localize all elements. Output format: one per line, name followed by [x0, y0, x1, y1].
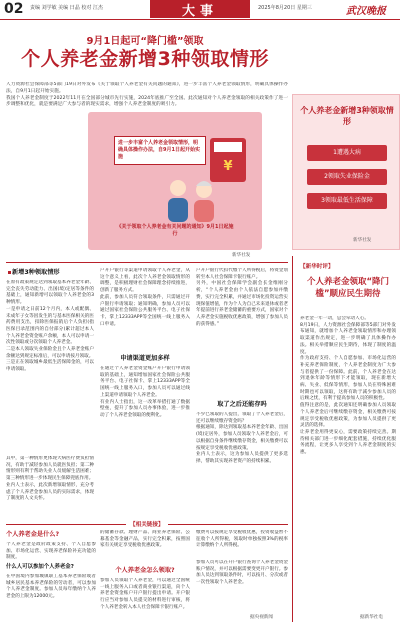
sidebar-card-title: 个人养老金新增3种领取情形 — [300, 106, 394, 126]
elderly-couple-illustration — [158, 176, 228, 224]
graphic-credit: 新华社发 — [232, 253, 251, 258]
related-question: 什么人可以参加个人养老金? — [6, 564, 74, 570]
infographic — [88, 112, 262, 250]
related-paragraph: 缴费可以按规定享受税收优惠，投资收益暂不征收个人所得税，领取时单独按照3%的税率计算缴纳个人所得税。 — [196, 530, 288, 549]
sidebar-item: 3领取最低生活保障 — [307, 193, 387, 209]
article-paragraph: 户开户银行代扣代缴个人所得税后，将资金划转至本人社会保障卡银行账户。 另外，中国社会保障学会副会长金维刚分析，“个人养老金由个人依法自愿参加并缴费，实行完全积累，并通过市场化投资运营实现保值增值，作为个人为自己未来退休或者老年提前进行养老金储蓄的重要方式，国家对个人养老金实施税收优惠政策，增强了参加人员的获得感。” — [196, 268, 288, 327]
related-credit: 据央视新闻 — [250, 615, 273, 620]
sidebar-item: 1遭遇大病 — [307, 145, 387, 161]
section-heading: 取了之后还能存吗 — [217, 401, 267, 408]
graphic-caption-bottom: 《关于领取个人养老金有关问题的通知》9月1日起施行 — [116, 224, 234, 237]
paper-logo: 武汉晚报 — [346, 6, 386, 17]
related-label: 【相关链接】 — [126, 520, 168, 528]
commentary-credit: 据新华社电 — [360, 615, 383, 620]
section-heading: 新增3种领取情形 — [6, 268, 94, 277]
related-question: 个人养老金是什么? — [6, 531, 60, 538]
lead-paragraph: 人力资源社会保障部等5部门19日对外发布《关于领取个人养老金有关问题的通知》，进一步丰富个人养老金领取情形，明确具体操作办法，自9月1日起开始实施。 我国个人养老金制度于2022年11月在全国部分城市先行实施，2024年底推广至全国。此次通知对个人养老金领取的相关政策作了进一步调整和优化，就是要满足广大参与者的现实需求，增强个人养老金制度的吸引力。 — [6, 82, 288, 108]
sidebar-card — [292, 94, 400, 250]
graphic-caption-top: 进一步丰富个人养老金领取情形，明确具体操作办法，自9月1日起开始实施 — [114, 136, 206, 165]
kicker: 9月1日起可“降门槛”领取 — [86, 36, 204, 47]
related-paragraph: 在中国境内参加城镇职工基本养老保险或者城乡居民基本养老保险的劳动者，可以参加个人养老金制度。参加人员每年缴纳个人养老金的上限为12000元。 — [6, 574, 96, 600]
svg-text:¥: ¥ — [223, 159, 233, 174]
article-paragraph: 不少已领取的人提出，领取了个人养老金后，还可以继续缴存资金吗？ 根据通知，除达到领取基本养老金年龄、出国(境)定居外，参加人员领取个人养老金后，可以根据自身条件继续缴存资金，相关缴费可以按规定享受税收优惠政策。 业内人士表示，这为参加人员提供了更多选择，帮助其实现养老资产的持续积累。 — [196, 412, 288, 464]
commentary-body: 养老金一年一动，总会牵动人心。 8月19日，人力资源社会保障部等5部门对外发布通知，就增加个人养老金领取情形和办理领取渠道作出规定，进一步明确了具体操作办法。相关举措顺应民生期待，体现了制度的温度。 作为政府支持、个人自愿参加、市场化运营的补充养老保险制度，个人养老金制度为广大参与者提供了一份保障。此前，个人养老金在达到退休年龄等情形下才能领取，现在新增大病、失业、低保等情形，参加人员在特殊困难时期也可以领取，这将有助于减少参加人员的后顾之忧，有利于提高参加人员的积极性。 值得注意的是，此次通知还明确参加人员领取个人养老金后可继续缴存资金，相关缴费可按规定享受税收优惠政策，为参加人员提供了更灵活的选择。 让养老金用得更安心，需要政策持续完善。期待相关部门进一步细化配套措施，持续优化服务流程，让更多人享受到个人养老金制度的实惠。 — [300, 316, 396, 456]
issue-date: 2025年8月20日 星期三 — [258, 5, 312, 11]
page-number: 02 — [4, 1, 24, 17]
sidebar-card-credit: 新华社发 — [353, 238, 372, 243]
header-rule — [0, 19, 400, 20]
article-paragraph: 其中，第一种情形更体现大病医疗费负担情况，有助于减轻参加人员就医负担；第二种情形则有利于帮助失业人员缓解生活困难；第三种情形进一步体现民生保障兜底作用。 业内人士表示，此次新增领取情形，充分考虑了个人养老金参加人员的实际需求，体现了制度的人文关怀。 — [6, 456, 94, 502]
commentary-title: 个人养老金领取“降门槛”顺应民生期待 — [306, 277, 390, 299]
related-paragraph: 参加人员可以在开户银行查询个人养老金资金账户情况，并可以根据需要变更开户银行。参加人员达到领取条件时，可以按月、分次或者一次性领取个人养老金。 — [196, 560, 288, 586]
section-heading: 申请渠道更加多样 — [120, 355, 170, 362]
article-paragraph: 户开户银行等渠道申请领取个人养老金，从这个意义上看，此次个人养老金领取情形的调整，是积极理财社会保障理念持续推进，创新了服务方式。 此前，参加人员符合领取条件，只需通过开户银行申请领取；通知明确，参加人员可以通过国家社会保险公共服务平台、电子社保卡、掌上12333APP等全国统一线上服务入口申请。 — [100, 268, 190, 327]
commentary-divider — [292, 256, 293, 622]
related-paragraph: 参加人员领取个人养老金，可以通过全国统一线上服务入口或者商业银行渠道，向个人养老金资金账户开户银行提出申请。开户银行应当对参加人员提交的材料进行审核，将个人养老金转入本人社会保障卡银行账户。 — [100, 578, 190, 610]
article-paragraph: 在原有政策规定达到领取基本养老金年龄、完全丧失劳动能力、出国(境)定居等条件的基础上，通知新增可以领取个人养老金的3种情形。 一是申请之日前12个月内，本人或配偶、未成年子女等因发生的与基本医保相关的医药费用支出，扣除医保报销后个人负担(指医保目录范围内的自付部分)累计超过本人个人养老金资金账户余额，本人可以申请一次性领取或分次领取个人养老金。 二是本人领取失业保险金且个人养老金账户余额达到规定标准后，可以申请按月领取。 三是正在领取城乡最低生活保障金的，可以申请领取。 — [6, 280, 94, 373]
sidebar-item: 2领取失业保险金 — [307, 169, 387, 185]
related-paragraph: 的储蓄存款、理财产品、商业养老保险、公募基金等金融产品，实行完全积累，按照国家有关规定享受税收优惠政策。 — [100, 530, 190, 549]
body-rule — [6, 262, 288, 263]
editors-line: 责编 刘学敏 美编 曰晶 校对 江杰 — [30, 5, 103, 11]
section-title: 大事 — [181, 3, 218, 19]
related-question: 个人养老金怎么领取? — [115, 567, 175, 574]
related-paragraph: 个人养老金是政府政策支持、个人自愿参加、市场化运营、实现养老保险补充功能的制度。 — [6, 542, 96, 561]
article-paragraph: 在通过个人养老金资金账户开户银行申请领取的基础上，通知增加国家社会保险公共服务平台、电子社保卡、掌上12333APP等全国统一线上服务入口，参加人员可以通过线上渠道申请领取个人养老金。 有业内人士指出，这一改革举措打通了数据壁垒，提升了参加人员办事体验，进一步推动了个人养老金领取的便利化。 — [100, 366, 190, 418]
headline-title: 个人养老金新增3种领取情形 — [21, 48, 269, 70]
commentary-label: 【新华时评】 — [300, 264, 334, 270]
section-tab — [150, 0, 250, 18]
